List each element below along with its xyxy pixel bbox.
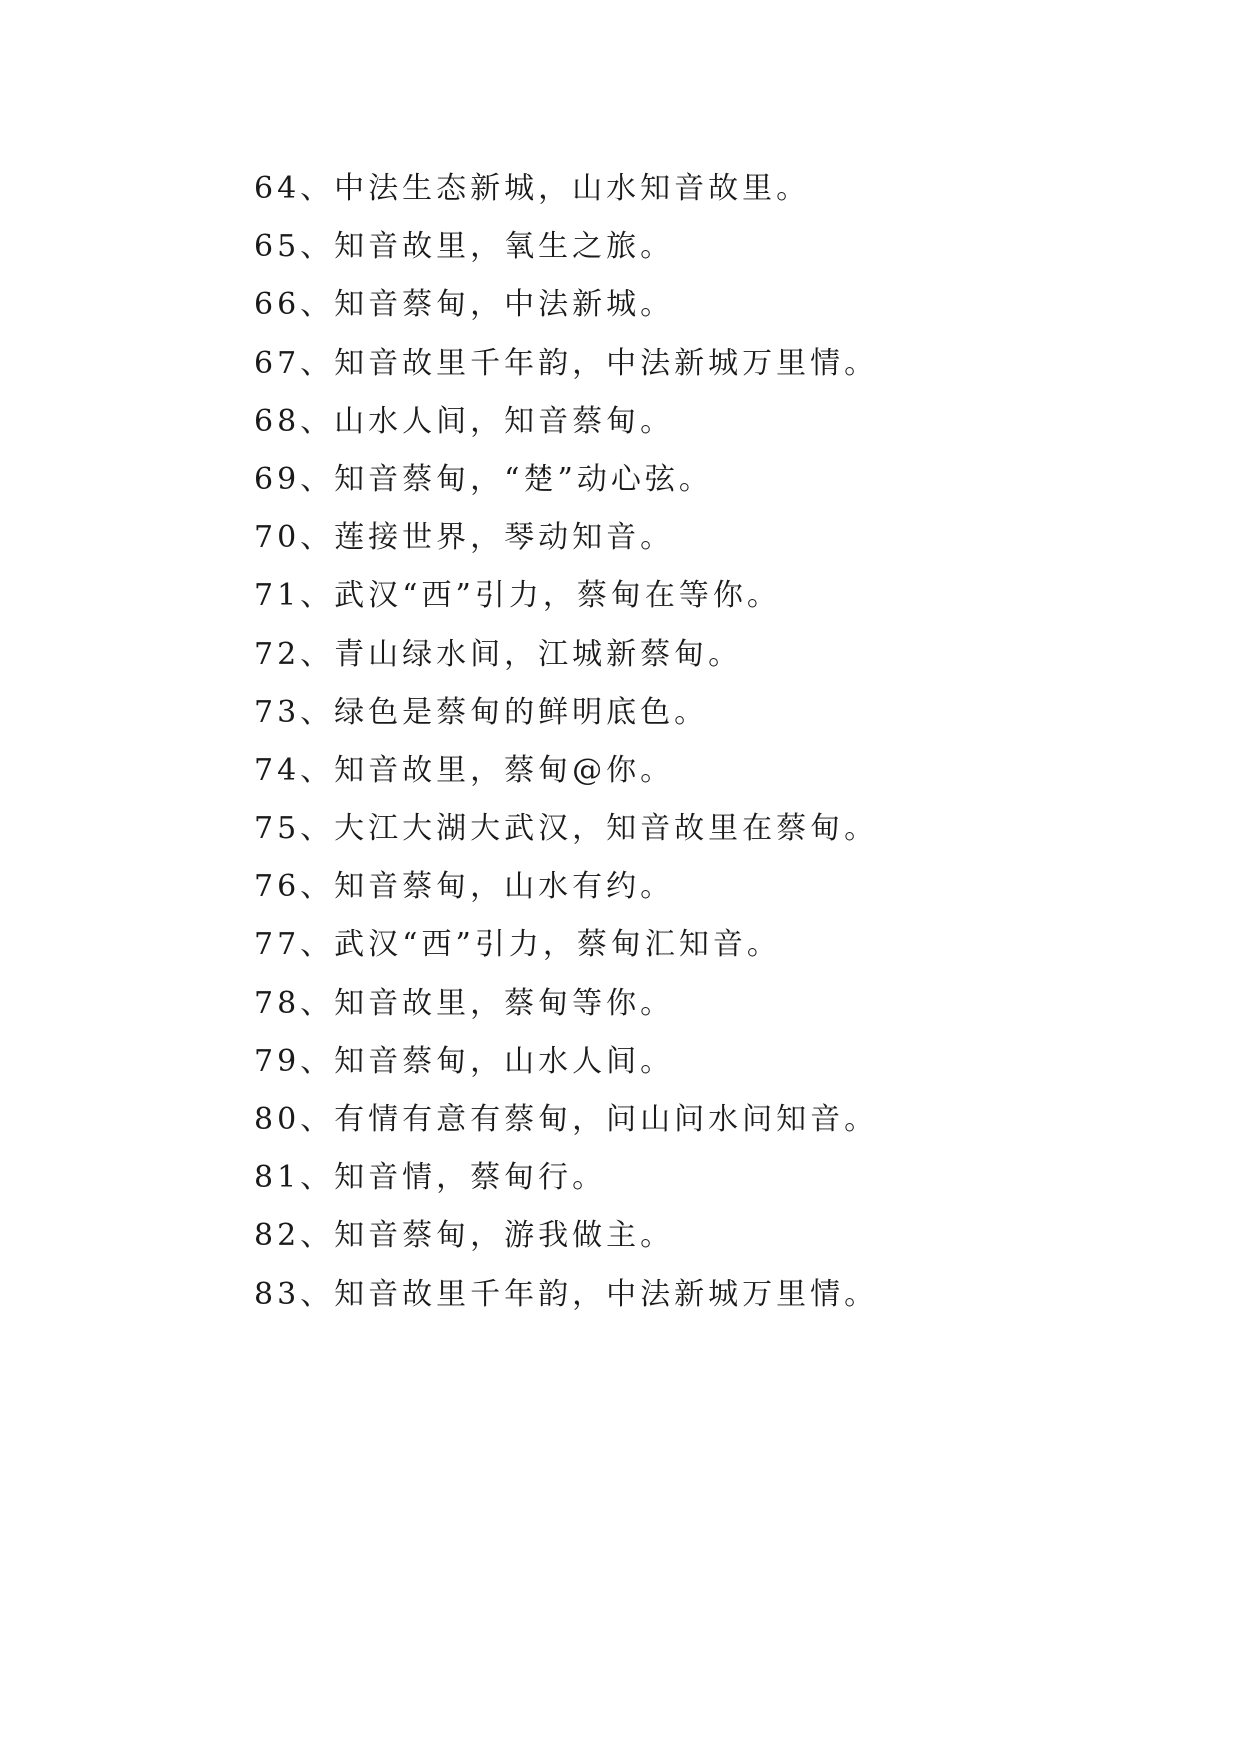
list-item [254, 858, 878, 916]
list-item [254, 1091, 878, 1149]
slogan-text: 81、知音情，蔡甸行。 [254, 1160, 607, 1196]
slogan-text: 83、知音故里千年韵，中法新城万里情。 [254, 1276, 879, 1312]
list-item [254, 975, 878, 1033]
list-item [254, 567, 878, 625]
list-item [254, 916, 878, 974]
slogan-text: 66、知音蔡甸，中法新城。 [254, 287, 675, 323]
slogan-text: 70、莲接世界，琴动知音。 [254, 520, 675, 556]
slogan-text: 79、知音蔡甸，山水人间。 [254, 1043, 675, 1079]
slogan-text: 65、知音故里，氧生之旅。 [254, 229, 675, 265]
list-item [254, 218, 878, 276]
slogan-text: 67、知音故里千年韵，中法新城万里情。 [254, 345, 879, 381]
list-item [254, 1149, 878, 1207]
slogan-text: 73、绿色是蔡甸的鲜明底色。 [254, 694, 709, 730]
list-item [254, 160, 878, 218]
list-item [254, 1266, 878, 1324]
list-item [254, 276, 878, 334]
slogan-text: 74、知音故里，蔡甸@你。 [254, 752, 675, 788]
slogan-text: 71、武汉“西”引力，蔡甸在等你。 [254, 578, 781, 614]
list-item [254, 742, 878, 800]
slogan-text: 78、知音故里，蔡甸等你。 [254, 985, 675, 1021]
list-item [254, 509, 878, 567]
list-item [254, 800, 878, 858]
slogan-list [254, 160, 878, 1324]
list-item [254, 684, 878, 742]
slogan-text: 72、青山绿水间，江城新蔡甸。 [254, 636, 743, 672]
list-item [254, 1033, 878, 1091]
list-item [254, 335, 878, 393]
list-item [254, 393, 878, 451]
list-item [254, 451, 878, 509]
slogan-text: 69、知音蔡甸，“楚”动心弦。 [254, 461, 713, 497]
list-item [254, 1207, 878, 1265]
slogan-text: 64、中法生态新城，山水知音故里。 [254, 171, 811, 206]
slogan-text: 75、大江大湖大武汉，知音故里在蔡甸。 [254, 811, 879, 847]
slogan-text: 80、有情有意有蔡甸，问山问水问知音。 [254, 1102, 879, 1137]
slogan-text: 76、知音蔡甸，山水有约。 [254, 869, 675, 905]
list-item [254, 626, 878, 684]
slogan-text: 68、山水人间，知音蔡甸。 [254, 403, 675, 439]
slogan-text: 77、武汉“西”引力，蔡甸汇知音。 [254, 927, 781, 963]
slogan-text: 82、知音蔡甸，游我做主。 [254, 1218, 675, 1254]
